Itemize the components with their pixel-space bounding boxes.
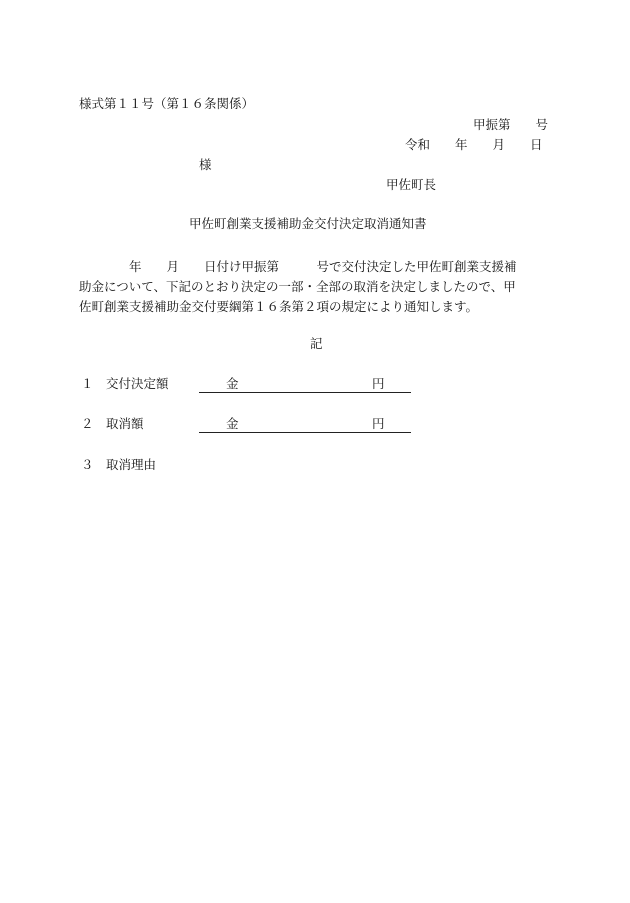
amount-underline (199, 432, 411, 433)
form-label: 様式第１１号（第１６条関係） (79, 96, 255, 111)
reference-number: 甲振第 号 (473, 117, 549, 132)
body-line: 年 月 日付け甲振第 号で交付決定した甲佐町創業支援補 (79, 259, 517, 274)
currency-prefix: 金 (226, 416, 239, 431)
amount-underline (199, 392, 411, 393)
item-number: １ (81, 376, 94, 391)
currency-suffix: 円 (372, 376, 385, 391)
sender: 甲佐町長 (386, 177, 437, 192)
body-paragraph (79, 257, 557, 317)
item-number: ３ (81, 457, 94, 472)
document-title: 甲佐町創業支援補助金交付決定取消通知書 (189, 216, 427, 231)
currency-prefix: 金 (226, 376, 239, 391)
item-label-cancel-reason: 取消理由 (106, 457, 157, 472)
body-line: 助金について、下記のとおり決定の一部・全部の取消を決定しましたので、甲 (79, 279, 516, 294)
body-line: 佐町創業支援補助金交付要綱第１６条第２項の規定により通知します。 (79, 299, 479, 314)
ki-heading: 記 (310, 336, 323, 351)
date-line: 令和 年 月 日 (405, 137, 543, 152)
item-label-cancel-amount: 取消額 (106, 416, 144, 431)
addressee-suffix: 様 (199, 157, 212, 172)
item-number: ２ (81, 416, 94, 431)
item-label-grant-amount: 交付決定額 (106, 376, 169, 391)
currency-suffix: 円 (372, 416, 385, 431)
